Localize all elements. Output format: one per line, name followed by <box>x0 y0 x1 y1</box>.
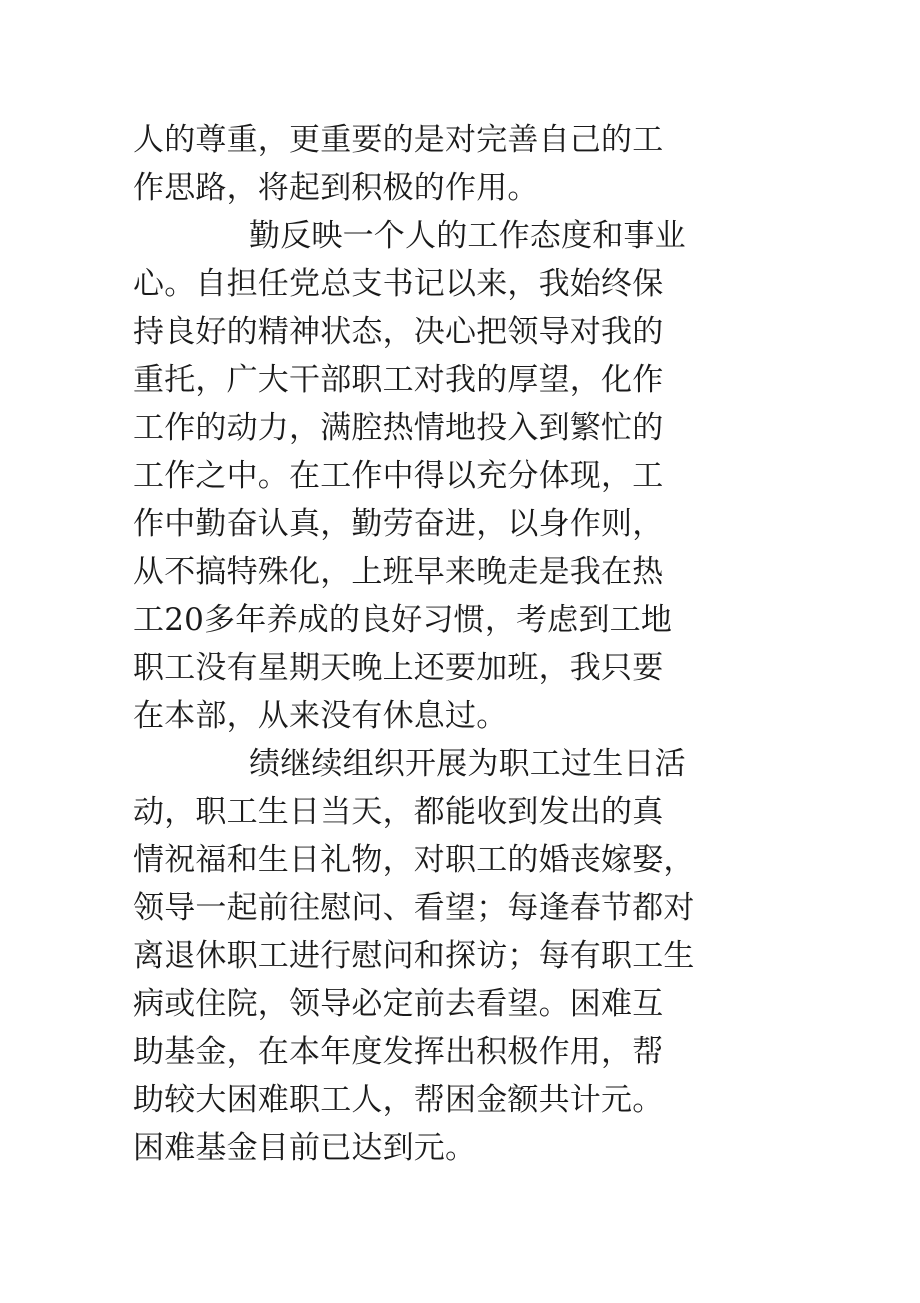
text-line: 病或住院，领导必定前去看望。困难互 <box>133 986 664 1022</box>
text-line: 困难基金目前已达到元。 <box>133 1130 477 1166</box>
text-line: 工作的动力，满腔热情地投入到繁忙的 <box>133 410 664 446</box>
text-line: 作中勤奋认真，勤劳奋进，以身作则， <box>133 506 664 542</box>
text-line: 职工没有星期天晚上还要加班，我只要 <box>133 650 664 686</box>
text-line: 情祝福和生日礼物，对职工的婚丧嫁娶， <box>133 842 695 878</box>
text-line: 心。自担任党总支书记以来，我始终保 <box>133 266 664 302</box>
text-line: 领导一起前往慰问、看望；每逢春节都对 <box>133 890 695 926</box>
paragraph-start-line: 绩继续组织开展为职工过生日活 <box>249 746 686 782</box>
text-line: 工20多年养成的良好习惯，考虑到工地 <box>133 602 673 638</box>
text-line: 工作之中。在工作中得以充分体现，工 <box>133 458 664 494</box>
text-line: 动，职工生日当天，都能收到发出的真 <box>133 794 664 830</box>
text-line: 在本部，从来没有休息过。 <box>133 698 508 734</box>
text-line: 人的尊重，更重要的是对完善自己的工 <box>133 122 664 158</box>
text-line: 从不搞特殊化，上班早来晚走是我在热 <box>133 554 664 590</box>
text-line: 作思路，将起到积极的作用。 <box>133 170 539 206</box>
document-body <box>133 116 853 1172</box>
text-line: 助较大困难职工人，帮困金额共计元。 <box>133 1082 664 1118</box>
text-line: 持良好的精神状态，决心把领导对我的 <box>133 314 664 350</box>
text-line: 助基金，在本年度发挥出积极作用，帮 <box>133 1034 664 1070</box>
paragraph-start-line: 勤反映一个人的工作态度和事业 <box>249 218 686 254</box>
text-line: 离退休职工进行慰问和探访；每有职工生 <box>133 938 695 974</box>
text-line: 重托，广大干部职工对我的厚望，化作 <box>133 362 664 398</box>
